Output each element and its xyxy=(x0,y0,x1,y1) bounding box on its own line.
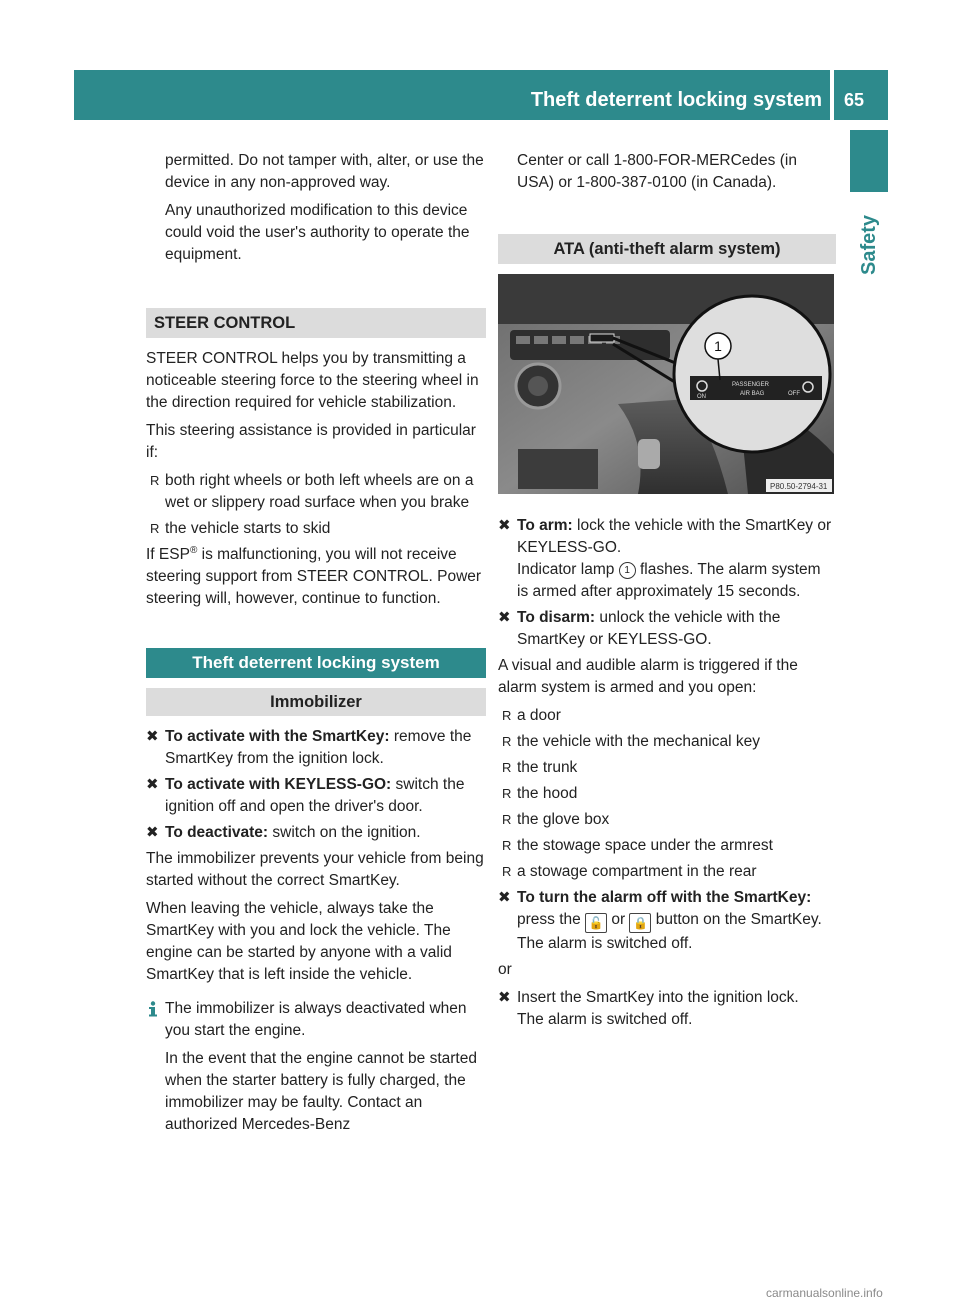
list-item: R both right wheels or both left wheels are on a wet or slippery road surface when you brake xyxy=(150,472,474,511)
paragraph: STEER CONTROL helps you by transmitting a noticeable steering force to the steering wheel in the direction required for vehicle stabilization. xyxy=(146,350,479,411)
right-column xyxy=(498,150,836,1035)
section-heading-theft: Theft deterrent locking system xyxy=(146,648,486,678)
svg-text:1: 1 xyxy=(714,338,722,354)
paragraph: permitted. Do not tamper with, alter, or use the device in any non-approved way. xyxy=(165,152,484,191)
paragraph: Any unauthorized modification to this device could void the user's authority to operate the equipment. xyxy=(165,202,470,263)
instruction-step: ✖ To disarm: unlock the vehicle with the SmartKey or KEYLESS-GO. xyxy=(498,609,781,648)
list-item: R the hood xyxy=(502,785,578,802)
instruction-step: ✖ Insert the SmartKey into the ignition lock. The alarm is switched off. xyxy=(498,989,799,1028)
section-label: Safety xyxy=(858,214,880,276)
subsection-heading-immobilizer: Immobilizer xyxy=(146,688,486,716)
list-item: R a stowage compartment in the rear xyxy=(502,863,757,880)
svg-text:OFF: OFF xyxy=(788,391,800,397)
instruction-step: ✖ To turn the alarm off with the SmartKey: press the 🔓 or 🔒 button on the SmartKey. The alarm is switched off. xyxy=(498,889,822,952)
paragraph: or xyxy=(498,961,512,978)
section-heading-ata: ATA (anti-theft alarm system) xyxy=(498,234,836,264)
section-tab xyxy=(850,130,888,192)
list-item: R the trunk xyxy=(502,759,578,776)
instruction-step: ✖ To arm: lock the vehicle with the SmartKey or KEYLESS-GO. Indicator lamp 1 flashes. The alarm system is armed after approximately 15 seconds. xyxy=(498,517,832,600)
paragraph: This steering assistance is provided in particular if: xyxy=(146,422,476,461)
list-item: R the glove box xyxy=(502,811,610,828)
list-item: R a door xyxy=(502,707,561,724)
list-item: R the vehicle starts to skid xyxy=(150,520,331,537)
svg-text:AIR BAG: AIR BAG xyxy=(740,391,765,397)
section-heading-steer-control: STEER CONTROL xyxy=(146,308,486,338)
instruction-step: ✖ To deactivate: switch on the ignition. xyxy=(146,824,421,841)
paragraph: The immobilizer prevents your vehicle from being started without the correct SmartKey. xyxy=(146,850,484,889)
paragraph: A visual and audible alarm is triggered if the alarm system is armed and you open: xyxy=(498,657,798,696)
unlock-button-icon: 🔓 xyxy=(585,913,607,933)
paragraph: If ESP® is malfunctioning, you will not receive steering support from STEER CONTROL. Power steering will, however, continue to function. xyxy=(146,544,482,607)
lock-button-icon: 🔒 xyxy=(629,913,651,933)
list-item: R the stowage space under the armrest xyxy=(502,837,773,854)
svg-text:P80.50-2794-31: P80.50-2794-31 xyxy=(770,482,828,491)
svg-text:ON: ON xyxy=(697,394,706,400)
left-column xyxy=(146,150,486,1142)
svg-text:PASSENGER: PASSENGER xyxy=(732,382,769,388)
dashboard-photo xyxy=(498,274,834,494)
callout-1-icon: 1 xyxy=(619,562,636,579)
paragraph: Center or call 1-800-FOR-MERCedes (in USA) or 1-800-387-0100 (in Canada). xyxy=(517,152,797,191)
instruction-step: ✖ To activate with KEYLESS-GO: switch the ignition off and open the driver's door. xyxy=(146,776,465,815)
watermark: carmanualsonline.info xyxy=(766,1286,883,1300)
page-number: 65 xyxy=(834,70,888,120)
page-title: Theft deterrent locking system xyxy=(530,89,822,111)
info-icon xyxy=(146,1001,160,1017)
list-item: R the vehicle with the mechanical key xyxy=(502,733,760,750)
instruction-step: ✖ To activate with the SmartKey: remove the SmartKey from the ignition lock. xyxy=(146,728,472,767)
paragraph: When leaving the vehicle, always take the SmartKey with you and lock the vehicle. The engine can be started by anyone with a valid SmartKey that is left inside the vehicle. xyxy=(146,900,452,983)
info-note: The immobilizer is always deactivated when you start the engine. In the event that the engine cannot be started when the starter battery is fully charged, the immobilizer may be faulty. Contact an authorized Mercedes-Benz xyxy=(146,998,486,1136)
